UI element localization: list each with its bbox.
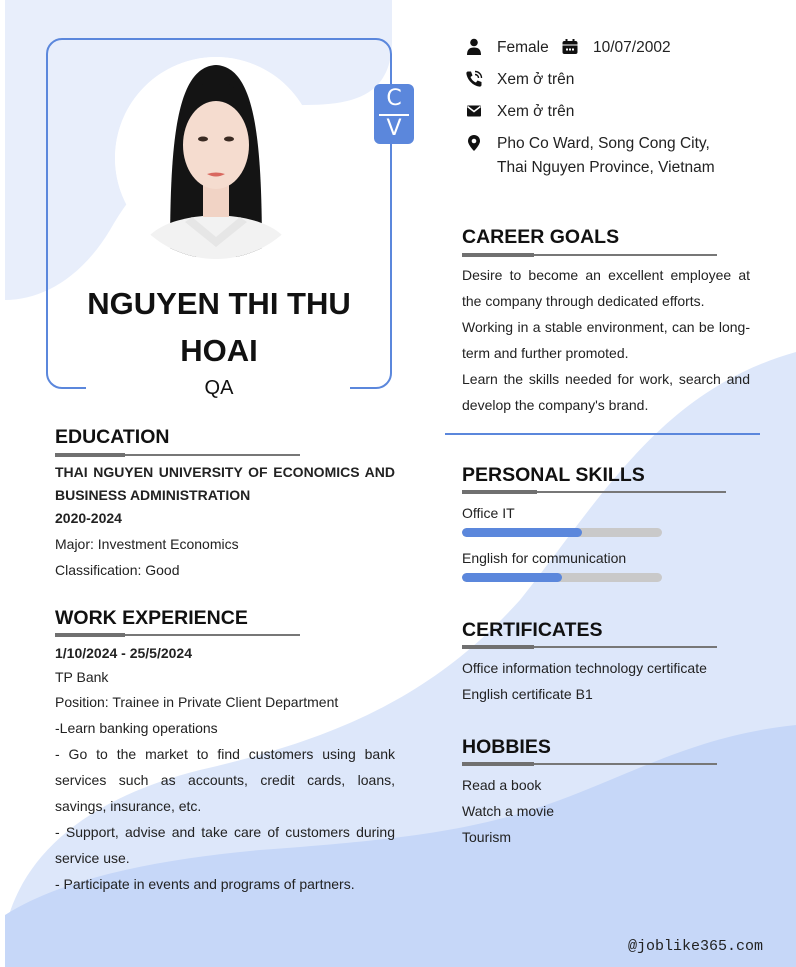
certificates-underline xyxy=(462,646,717,648)
hobby-item: Read a book xyxy=(462,777,542,793)
skill-level-fill xyxy=(462,528,582,537)
envelope-icon xyxy=(465,102,483,120)
personal-skills-title: PERSONAL SKILLS xyxy=(462,464,645,486)
calendar-icon xyxy=(561,38,579,56)
map-pin-icon xyxy=(465,134,483,152)
email-value: Xem ở trên xyxy=(497,103,575,120)
career-goals-title: CAREER GOALS xyxy=(462,226,620,248)
gender-value: Female xyxy=(497,39,549,56)
education-years: 2020-2024 xyxy=(55,510,122,526)
cv-badge xyxy=(374,84,414,144)
career-goal-paragraph: Working in a stable environment, can be long-term and further promoted. xyxy=(462,319,750,361)
certificate-item: English certificate B1 xyxy=(462,686,593,702)
work-experience-title: WORK EXPERIENCE xyxy=(55,607,248,629)
skill-label: English for communication xyxy=(462,550,627,566)
cv-badge-top-letter: C xyxy=(386,86,402,111)
footer-watermark: @joblike365.com xyxy=(628,938,764,955)
skill-level-bar xyxy=(462,573,662,582)
work-duty: - Participate in events and programs of partners. xyxy=(55,876,355,892)
phone-value: Xem ở trên xyxy=(497,71,575,88)
education-underline xyxy=(55,454,300,456)
education-title: EDUCATION xyxy=(55,426,170,448)
career-goal-paragraph: Desire to become an excellent employee at the company through dedicated efforts. xyxy=(462,267,750,309)
personal-skills-underline xyxy=(462,491,726,493)
hobbies-title: HOBBIES xyxy=(462,736,551,758)
certificates-title: CERTIFICATES xyxy=(462,619,603,641)
work-period: 1/10/2024 - 25/5/2024 xyxy=(55,645,193,661)
address-line-1: Pho Co Ward, Song Cong City, xyxy=(497,135,710,152)
education-classification: Classification: Good xyxy=(55,562,180,578)
birthday-value: 10/07/2002 xyxy=(593,39,671,56)
phone-icon xyxy=(465,70,483,88)
portrait-illustration xyxy=(115,57,317,259)
hobby-item: Watch a movie xyxy=(462,803,555,819)
cv-badge-bottom-letter: V xyxy=(386,116,402,141)
career-goals-underline xyxy=(462,254,717,256)
address-line-2: Thai Nguyen Province, Vietnam xyxy=(497,159,715,176)
skill-level-bar xyxy=(462,528,662,537)
hobby-item: Tourism xyxy=(462,829,512,845)
work-position: Position: Trainee in Private Client Department xyxy=(55,694,339,710)
work-experience-underline xyxy=(55,634,300,636)
section-divider xyxy=(445,433,760,435)
work-company: TP Bank xyxy=(55,669,109,685)
candidate-name: NGUYEN THI THU HOAI xyxy=(87,286,351,368)
skill-level-fill xyxy=(462,573,562,582)
profile-photo xyxy=(115,57,317,259)
user-icon xyxy=(465,38,483,56)
hobbies-underline xyxy=(462,763,717,765)
career-goal-paragraph: Learn the skills needed for work, search and develop the company's brand. xyxy=(462,371,750,413)
education-school: THAI NGUYEN UNIVERSITY OF ECONOMICS AND BUSINESS ADMINISTRATION xyxy=(55,464,395,503)
education-major: Major: Investment Economics xyxy=(55,536,239,552)
work-duty: -Learn banking operations xyxy=(55,720,218,736)
certificate-item: Office information technology certificate xyxy=(462,660,707,676)
candidate-role: QA xyxy=(204,377,234,399)
work-duty: - Support, advise and take care of customers during service use. xyxy=(55,824,395,866)
skill-label: Office IT xyxy=(462,505,515,521)
work-duty: - Go to the market to find customers using bank services such as accounts, credit cards, loans, savings, insurance, etc. xyxy=(55,746,395,814)
